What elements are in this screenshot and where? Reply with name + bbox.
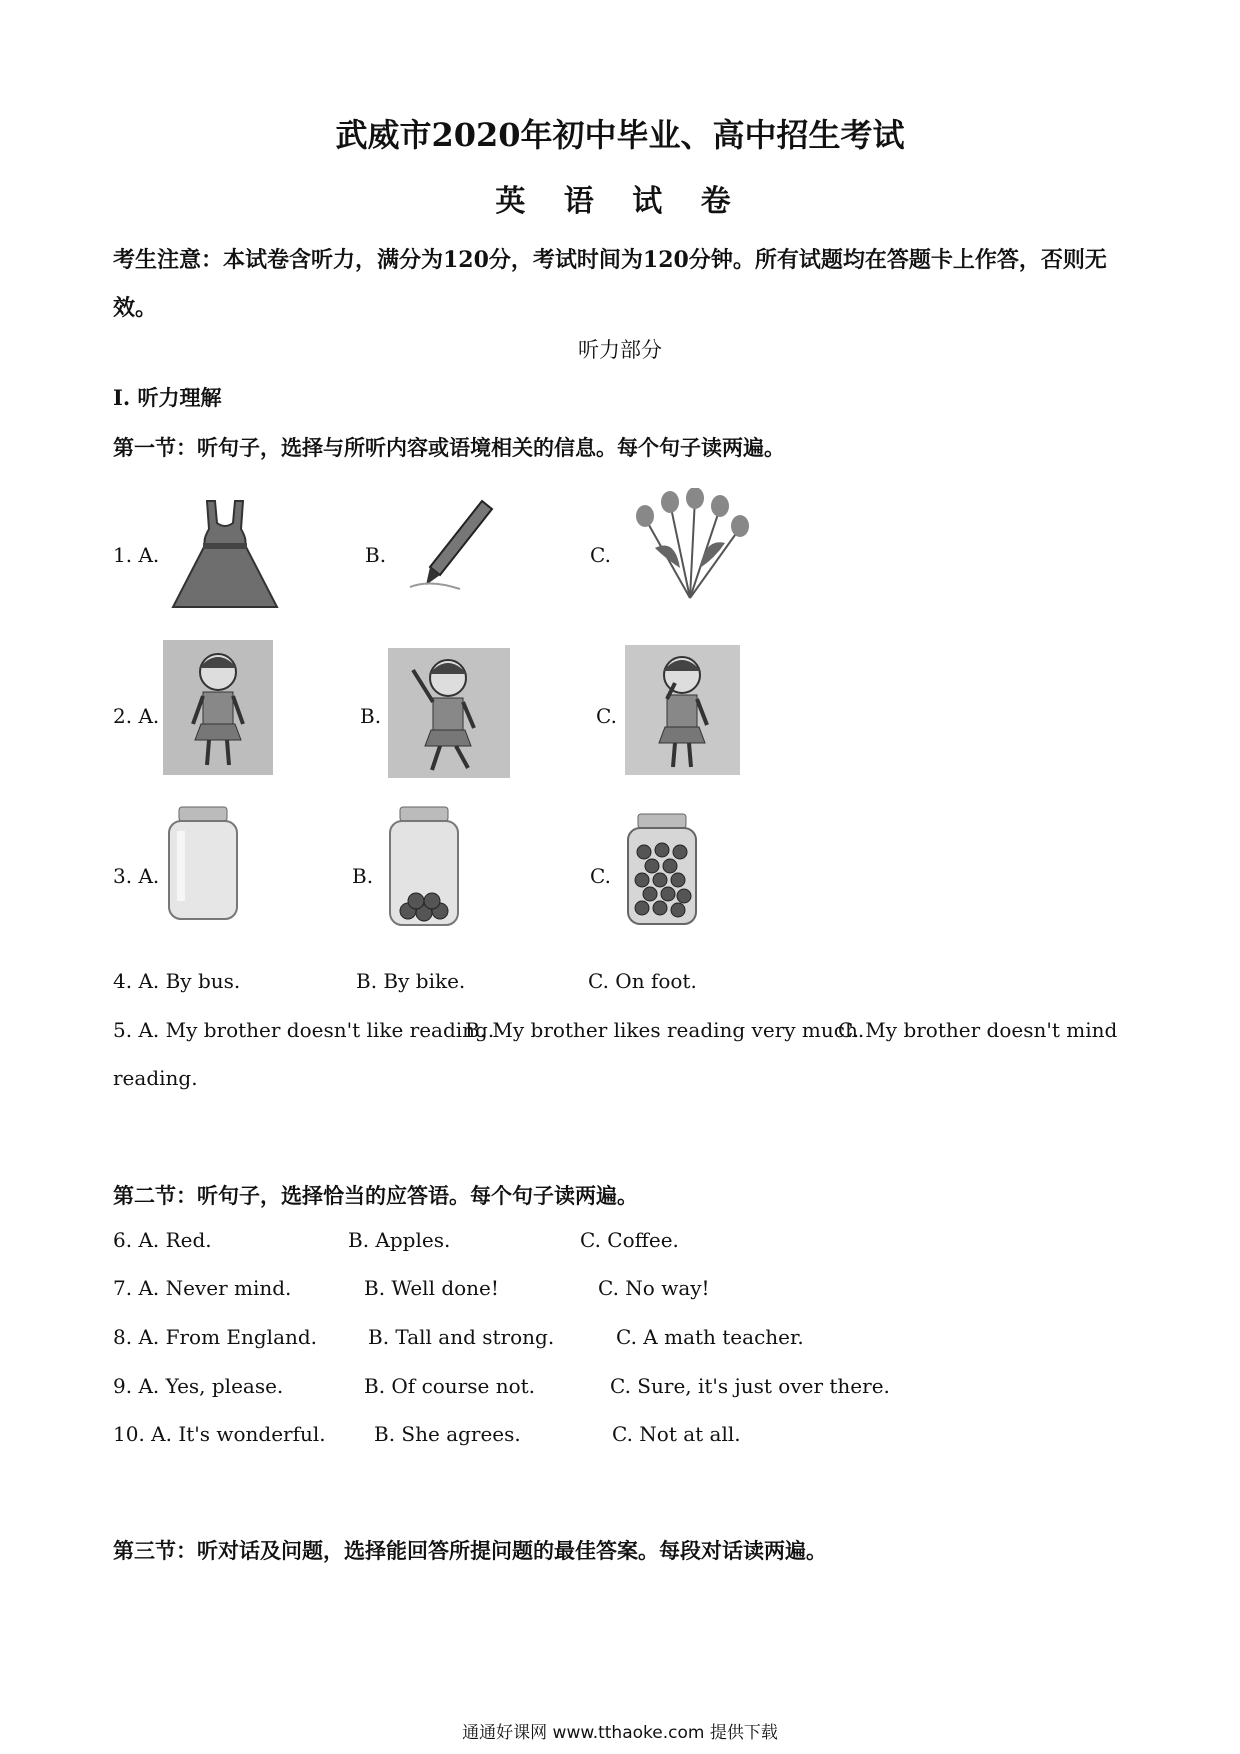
q3-option-c-label: C. <box>590 864 611 888</box>
q7-option-c: C. No way! <box>598 1276 710 1300</box>
subsection-2-title: 第二节：听句子，选择恰当的应答语。每个句子读两遍。 <box>113 1183 638 1208</box>
flowers-icon <box>625 488 755 608</box>
q9-option-b: B. Of course not. <box>364 1374 536 1398</box>
q5-option-c-continued: reading. <box>113 1066 198 1090</box>
q2-option-b-label: B. <box>360 704 382 728</box>
q1-option-b-label: B. <box>365 543 387 567</box>
q10-option-a: 10. A. It's wonderful. <box>113 1422 326 1446</box>
q8-option-c: C. A math teacher. <box>616 1325 804 1349</box>
q10-option-c: C. Not at all. <box>612 1422 741 1446</box>
q1-option-c-label: C. <box>590 543 611 567</box>
section-title: I. 听力理解 <box>113 385 222 410</box>
footer-watermark: 通通好课网 www.tthaoke.com 提供下载 <box>462 1723 778 1743</box>
q4-option-b: B. By bike. <box>356 969 466 993</box>
q5-option-c: C. My brother doesn't mind <box>838 1018 1118 1042</box>
q10-option-b: B. She agrees. <box>374 1422 521 1446</box>
q2-option-a-label: 2. A. <box>113 704 160 728</box>
exam-subtitle: 英 语 试 卷 <box>495 184 745 219</box>
exam-title: 武威市2020年初中毕业、高中招生考试 <box>335 116 905 154</box>
q8-option-a: 8. A. From England. <box>113 1325 318 1349</box>
q6-option-b: B. Apples. <box>348 1228 451 1252</box>
q4-option-a: 4. A. By bus. <box>113 969 241 993</box>
q2-option-c-label: C. <box>596 704 617 728</box>
jar-few-balls-icon <box>382 805 467 930</box>
subsection-3-title: 第三节：听对话及问题，选择能回答所提问题的最佳答案。每段对话读两遍。 <box>113 1538 827 1563</box>
girl-covering-mouth-icon <box>625 645 740 775</box>
girl-standing-icon <box>163 640 273 775</box>
girl-waving-icon <box>388 648 510 778</box>
dress-icon <box>165 495 285 615</box>
q6-option-a: 6. A. Red. <box>113 1228 212 1252</box>
pen-icon <box>400 497 500 597</box>
q5-option-a: 5. A. My brother doesn't like reading. <box>113 1018 495 1042</box>
q3-option-b-label: B. <box>352 864 374 888</box>
empty-jar-icon <box>163 805 243 923</box>
q7-option-a: 7. A. Never mind. <box>113 1276 292 1300</box>
q4-option-c: C. On foot. <box>588 969 697 993</box>
q7-option-b: B. Well done! <box>364 1276 499 1300</box>
q6-option-c: C. Coffee. <box>580 1228 679 1252</box>
subsection-1-title: 第一节：听句子，选择与所听内容或语境相关的信息。每个句子读两遍。 <box>113 435 785 460</box>
q8-option-b: B. Tall and strong. <box>368 1325 555 1349</box>
q5-option-b: B. My brother likes reading very much. <box>465 1018 865 1042</box>
jar-full-balls-icon <box>622 812 702 927</box>
q1-option-a-label: 1. A. <box>113 543 160 567</box>
q3-option-a-label: 3. A. <box>113 864 160 888</box>
exam-notice: 考生注意：本试卷含听力，满分为120分，考试时间为120分钟。所有试题均在答题卡上作答，否则无效。 <box>113 247 1107 321</box>
q9-option-a: 9. A. Yes, please. <box>113 1374 284 1398</box>
part-title: 听力部分 <box>578 338 662 362</box>
q9-option-c: C. Sure, it's just over there. <box>610 1374 890 1398</box>
